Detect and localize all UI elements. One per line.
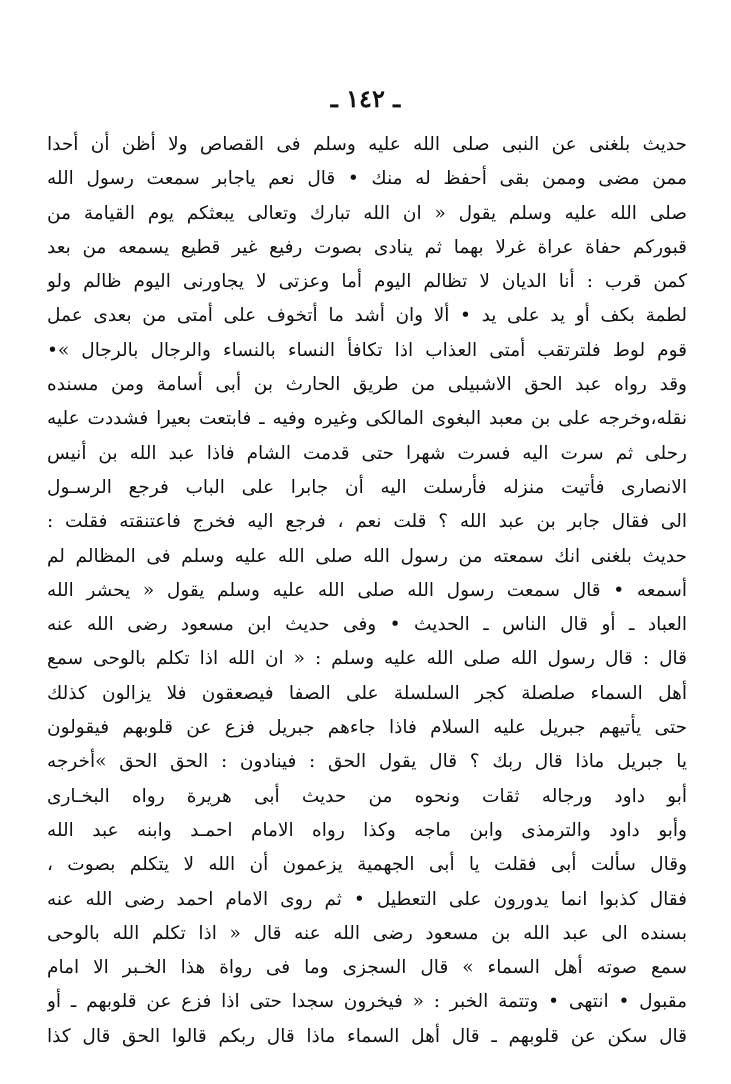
text-line: سمع صوته أهل السماء » قال السجزى وما فى رواة هذا الخـبر الا امام <box>47 957 687 979</box>
text-line: كمن قرب : أنا الديان لا تظالم اليوم أما وعزتى لا يجاورنى اليوم ظالم ولو <box>47 271 687 293</box>
text-line: وقال سألت أبى فقلت يا أبى الجهمية يزعمون أن الله لا يتكلم بصوت ، <box>47 854 687 876</box>
text-line: لطمة بكف أو يد على يد • ألا وان أشد ما أتخوف على أمتى من بعدى عمل <box>47 305 687 327</box>
page-number: ـ ١٤٢ ـ <box>330 84 401 113</box>
text-line: نقله،وخرجه على بن معبد البغوى المالكى وغيره وفيه ـ فابتعت بعيرا فشددت عليه <box>47 408 687 430</box>
text-line: حديث بلغنى عن النبى صلى الله عليه وسلم فى القصاص ولا أظن أن أحدا <box>47 134 687 155</box>
text-line: العباد ـ أو قال الناس ـ الحديث • وفى حديث ابن مسعود رضى الله عنه <box>47 614 687 636</box>
text-line: وأبو داود والترمذى وابن ماجه وكذا رواه الامام احمـد وابنه عبد الله <box>47 819 687 841</box>
text-line: أبو داود ورجاله ثقات ونحوه من حديث أبى هريرة رواه البخـارى <box>47 785 687 807</box>
text-line: قوم لوط فلترتقب أمتى العذاب اذا تكافأ النساء بالنساء والرجال بالرجال »• <box>47 339 687 361</box>
text-line: وقد رواه عبد الحق الاشبيلى من طريق الحارث بن أبى أسامة ومن مسنده <box>47 374 687 396</box>
text-line: ممن مضى وممن بقى أحفظ له منك • قال نعم ياجابر سمعت رسول الله <box>47 168 687 190</box>
text-line: قال : قال رسول الله صلى الله عليه وسلم : « ان الله اذا تكلم بالوحى سمع <box>47 648 687 670</box>
text-line: مقبول • انتهى • وتتمة الخبر : « فيخرون سجدا حتى اذا فزع عن قلوبهم ـ أو <box>47 991 687 1013</box>
text-line: أهل السماء صلصلة كجر السلسلة على الصفا فيصعقون فلا يزالون كذلك <box>47 682 687 704</box>
text-line: يا جبريل ماذا قال ربك ؟ قال يقول الحق : فينادون : الحق الحق »أخرجه <box>47 751 687 773</box>
text-line: صلى الله عليه وسلم يقول « ان الله تبارك وتعالى يبعثكم يوم القيامة من <box>47 202 687 224</box>
text-line: أسمعه • قال سمعت رسول الله صلى الله عليه وسلم يقول « يحشر الله <box>47 579 687 601</box>
text-line: فقال كذبوا انما يدورون على التعطيل • ثم روى الامام احمد رضى الله عنه <box>47 888 687 910</box>
text-line: رحلى ثم سرت اليه فسرت شهرا حتى قدمت الشام فاذا عبد الله بن أنيس <box>47 442 687 464</box>
text-line: الانصارى فأتيت منزله فأرسلت اليه أن جابرا على الباب فرجع الرسـول <box>47 476 687 498</box>
text-line: قبوركم حفاة عراة غرلا بهما ثم ينادى بصوت رفيع غير قطيع يسمعه من بعد <box>47 236 687 258</box>
text-line: حتى يأتيهم جبريل عليه السلام فاذا جاءهم جبريل فزع عن قلوبهم فيقولون <box>47 717 687 739</box>
text-line: الى فقال جابر بن عبد الله ؟ قلت نعم ، فرجع اليه فخرج فاعتنقته فقلت : <box>47 511 687 533</box>
body-text <box>47 128 687 1054</box>
text-line: قال سكن عن قلوبهم ـ قال أهل السماء ماذا قال ربكم قالوا الحق قال كذا <box>47 1025 687 1047</box>
text-line: حديث بلغنى انك سمعته من رسول الله صلى الله عليه وسلم فى المظالم لم <box>47 545 687 567</box>
text-line: بسنده الى عبد الله بن مسعود رضى الله عنه قال « اذا تكلم الله بالوحى <box>47 922 687 944</box>
